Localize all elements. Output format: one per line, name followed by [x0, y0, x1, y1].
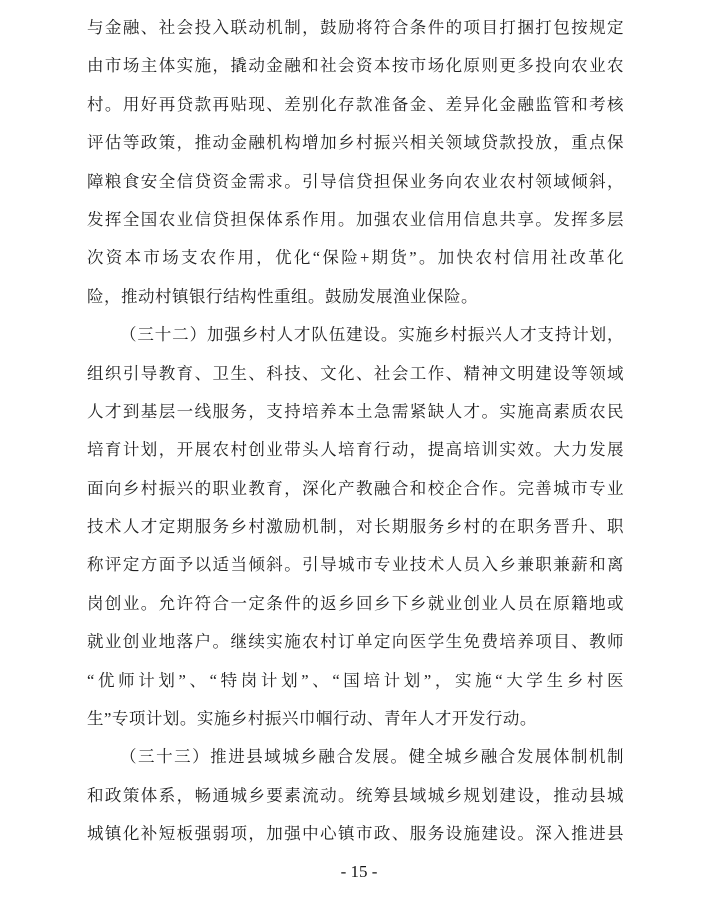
text-line: 就业创业地落户。继续实施农村订单定向医学生免费培养项目、教师: [87, 632, 624, 652]
text-line: 发挥全国农业信贷担保体系作用。加强农业信用信息共享。发挥多层: [87, 209, 624, 229]
text-line: 面向乡村振兴的职业教育，深化产教融合和校企合作。完善城市专业: [87, 478, 624, 498]
text-line: 人才到基层一线服务，支持培养本土急需紧缺人才。实施高素质农民: [87, 401, 624, 421]
text-line: （三十二）加强乡村人才队伍建设。实施乡村振兴人才支持计划，: [120, 325, 624, 345]
page-number: - 15 -: [340, 862, 378, 881]
paragraph: [87, 316, 624, 738]
text-line: “优师计划”、“特岗计划”、“国培计划”，实施“大学生乡村医: [87, 670, 624, 690]
text-line: 城镇化补短板强弱项，加强中心镇市政、服务设施建设。深入推进县: [87, 824, 624, 844]
text-line: 技术人才定期服务乡村激励机制，对长期服务乡村的在职务晋升、职: [87, 517, 624, 537]
page-footer: [0, 860, 718, 884]
document-body: [87, 9, 624, 854]
text-line: （三十三）推进县域城乡融合发展。健全城乡融合发展体制机制: [120, 747, 624, 767]
paragraph: [87, 9, 624, 316]
text-line: 组织引导教育、卫生、科技、文化、社会工作、精神文明建设等领域: [87, 363, 624, 383]
text-line: 生”专项计划。实施乡村振兴巾帼行动、青年人才开发行动。: [87, 709, 537, 729]
text-line: 评估等政策，推动金融机构增加乡村振兴相关领域贷款投放，重点保: [87, 133, 624, 153]
text-line: 次资本市场支农作用，优化“保险+期货”。加快农村信用社改革化: [87, 248, 624, 268]
text-line: 岗创业。允许符合一定条件的返乡回乡下乡就业创业人员在原籍地或: [87, 593, 624, 613]
paragraph: [87, 738, 624, 853]
text-line: 培育计划，开展农村创业带头人培育行动，提高培训实效。大力发展: [87, 440, 624, 460]
text-line: 和政策体系，畅通城乡要素流动。统筹县域城乡规划建设，推动县城: [87, 785, 624, 805]
text-line: 由市场主体实施，撬动金融和社会资本按市场化原则更多投向农业农: [87, 56, 624, 76]
text-line: 村。用好再贷款再贴现、差别化存款准备金、差异化金融监管和考核: [87, 94, 624, 114]
text-line: 与金融、社会投入联动机制，鼓励将符合条件的项目打捆打包按规定: [87, 18, 624, 37]
text-line: 障粮食安全信贷资金需求。引导信贷担保业务向农业农村领域倾斜，: [87, 171, 624, 191]
text-line: 险，推动村镇银行结构性重组。鼓励发展渔业保险。: [87, 286, 478, 306]
text-line: 称评定方面予以适当倾斜。引导城市专业技术人员入乡兼职兼薪和离: [87, 555, 624, 575]
